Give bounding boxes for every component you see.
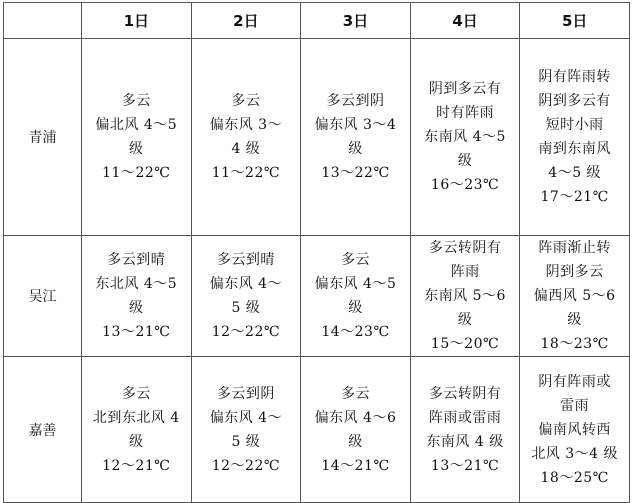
- header-corner-cell: [4, 3, 82, 39]
- cell-line: 多云到晴: [216, 252, 275, 268]
- cell-line: 偏东风 3～4: [314, 117, 397, 133]
- forecast-cell: [410, 39, 520, 236]
- table-row: [4, 357, 630, 503]
- cell-line: 多云到晴: [107, 252, 166, 268]
- cell-line: 北风 3～4 级: [531, 445, 619, 462]
- cell-line: 偏东风 3～: [209, 117, 283, 133]
- cell-line: 18～23℃: [540, 336, 609, 352]
- cell-line: 阴有阵雨或: [538, 373, 611, 390]
- forecast-cell: [82, 39, 192, 236]
- cell-line: 4 级: [231, 141, 261, 157]
- cell-line: 多云转阴有: [428, 240, 502, 256]
- forecast-cell: [301, 39, 411, 236]
- cell-line: 多云到阴: [216, 385, 275, 402]
- table-row: [4, 236, 630, 357]
- cell-line: 14～23℃: [321, 324, 390, 340]
- cell-line: 阴到多云有: [538, 93, 611, 109]
- forecast-cell: [301, 357, 411, 503]
- cell-line: 12～22℃: [211, 457, 281, 474]
- cell-line: 级: [457, 312, 473, 328]
- cell-line: 级: [457, 153, 473, 169]
- city-name: 青浦: [4, 39, 82, 236]
- header-day-4: 4日: [410, 3, 520, 39]
- cell-line: 5 级: [231, 433, 261, 450]
- cell-line: 阵雨或雷雨: [428, 409, 502, 426]
- cell-line: 17～21℃: [540, 189, 609, 205]
- cell-line: 阴到多云: [545, 264, 604, 280]
- forecast-table: [3, 2, 630, 503]
- cell-line: 级: [129, 300, 144, 316]
- forecast-cell: [191, 357, 301, 503]
- header-day-2: 2日: [191, 3, 301, 39]
- cell-line: 13～21℃: [102, 324, 171, 340]
- city-name: 吴江: [4, 236, 82, 357]
- cell-line: 东北风 4～5: [95, 276, 178, 292]
- cell-line: 多云: [231, 93, 261, 109]
- cell-line: 短时小雨: [545, 117, 604, 133]
- cell-line: 多云: [340, 252, 370, 268]
- cell-line: 阴有阵雨转: [538, 69, 611, 85]
- cell-line: 级: [129, 141, 144, 157]
- cell-line: 南到东南风: [538, 141, 611, 157]
- forecast-cell: [82, 357, 192, 503]
- cell-line: 16～23℃: [430, 177, 500, 193]
- cell-line: 11～22℃: [211, 165, 281, 181]
- cell-line: 14～21℃: [321, 457, 390, 474]
- city-name: 嘉善: [4, 357, 82, 503]
- cell-line: 偏东风 4～5: [314, 276, 397, 292]
- cell-line: 多云到阴: [326, 93, 385, 109]
- cell-line: 偏东风 4～: [209, 409, 283, 426]
- forecast-cell: [520, 357, 630, 503]
- cell-line: 东南风 4 级: [426, 433, 504, 450]
- cell-line: 时有阵雨: [436, 105, 495, 121]
- header-row: [4, 3, 630, 39]
- cell-line: 多云: [121, 93, 151, 109]
- header-day-3: 3日: [301, 3, 411, 39]
- forecast-cell: [410, 357, 520, 503]
- header-day-5: 5日: [520, 3, 630, 39]
- cell-line: 13～22℃: [321, 165, 390, 181]
- table-row: [4, 39, 630, 236]
- cell-line: 阵雨渐止转: [538, 240, 611, 256]
- cell-line: 东南风 5～6: [424, 288, 506, 304]
- cell-line: 雷雨: [560, 397, 590, 414]
- cell-line: 级: [129, 433, 144, 450]
- cell-line: 级: [348, 433, 363, 450]
- forecast-cell: [520, 236, 630, 357]
- cell-line: 东南风 4～5: [424, 129, 506, 145]
- forecast-cell: [191, 39, 301, 236]
- cell-line: 阴到多云有: [428, 81, 502, 97]
- cell-line: 偏南风转西: [538, 421, 611, 438]
- cell-line: 偏北风 4～5: [95, 117, 178, 133]
- cell-line: 多云转阴有: [428, 385, 502, 402]
- cell-line: 18～25℃: [540, 469, 609, 486]
- cell-line: 12～22℃: [211, 324, 281, 340]
- forecast-cell: [301, 236, 411, 357]
- cell-line: 阵雨: [450, 264, 480, 280]
- forecast-cell: [410, 236, 520, 357]
- forecast-cell: [520, 39, 630, 236]
- cell-line: 北到东北风 4: [92, 409, 180, 426]
- cell-line: 级: [348, 300, 363, 316]
- cell-line: 5 级: [231, 300, 261, 316]
- cell-line: 偏东风 4～: [209, 276, 283, 292]
- cell-line: 多云: [340, 385, 370, 402]
- cell-line: 多云: [121, 385, 151, 402]
- forecast-cell: [191, 236, 301, 357]
- cell-line: 11～22℃: [102, 165, 171, 181]
- forecast-cell: [82, 236, 192, 357]
- cell-line: 12～21℃: [102, 457, 171, 474]
- cell-line: 级: [567, 312, 582, 328]
- header-day-1: 1日: [82, 3, 192, 39]
- cell-line: 15～20℃: [430, 336, 500, 352]
- cell-line: 偏西风 5～6: [533, 288, 616, 304]
- cell-line: 偏东风 4～6: [314, 409, 397, 426]
- cell-line: 13～21℃: [430, 457, 500, 474]
- cell-line: 级: [348, 141, 363, 157]
- cell-line: 4～5 级: [548, 165, 602, 181]
